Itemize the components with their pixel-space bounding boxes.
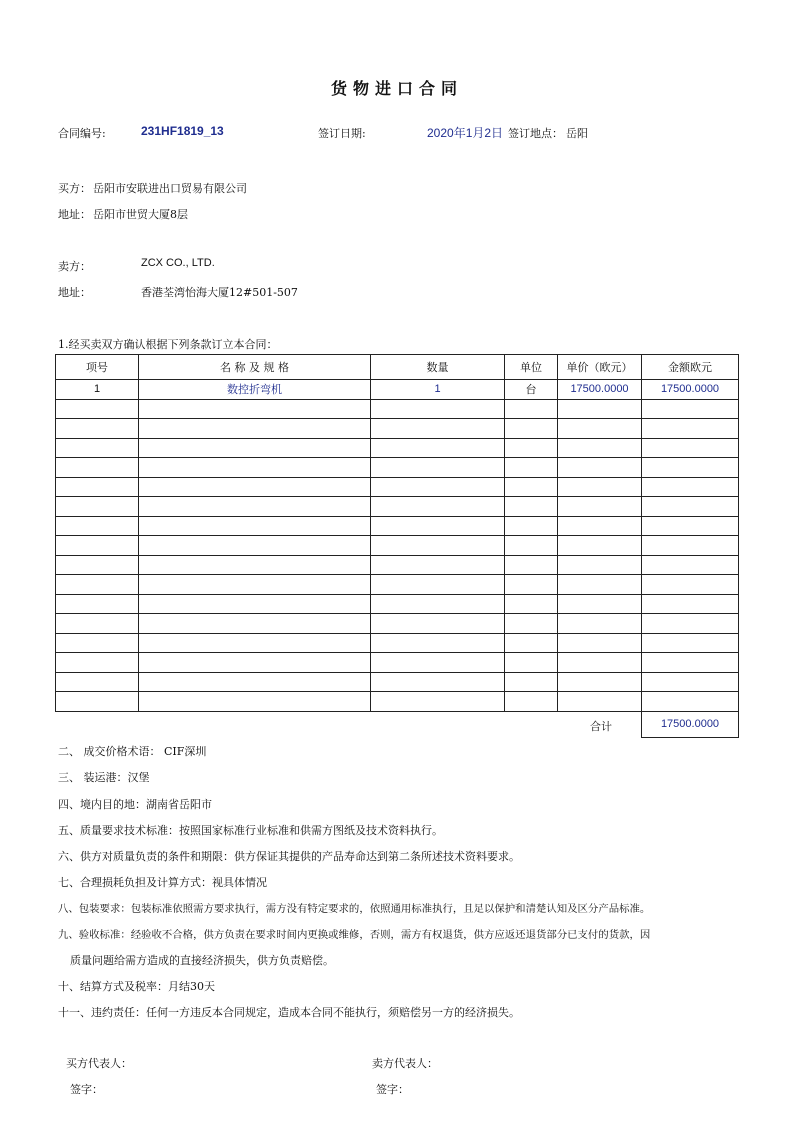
table-cell — [56, 672, 139, 692]
table-cell — [56, 555, 139, 575]
table-cell — [505, 633, 558, 653]
table-cell — [558, 633, 642, 653]
table-cell — [505, 575, 558, 595]
table-cell — [56, 594, 139, 614]
cell-price: 17500.0000 — [558, 380, 642, 400]
buyer-address: 岳阳市世贸大厦8层 — [93, 208, 188, 221]
table-cell — [139, 575, 371, 595]
table-cell — [642, 438, 739, 458]
table-cell — [56, 419, 139, 439]
table-cell — [371, 477, 505, 497]
seller-rep-label: 卖方代表人： — [372, 1057, 438, 1070]
cell-name: 数控折弯机 — [139, 380, 371, 400]
clause-3: 三、 装运港：汉堡 — [58, 771, 150, 784]
table-cell — [371, 536, 505, 556]
clause-5: 五、质量要求技术标准：按照国家标准行业标准和供需方图纸及技术资料执行。 — [58, 824, 443, 837]
clause-11: 十一、违约责任：任何一方违反本合同规定，造成本合同不能执行，须赔偿另一方的经济损失。 — [58, 1006, 520, 1019]
table-cell — [56, 614, 139, 634]
cell-unit: 台 — [505, 380, 558, 400]
cell-no: 1 — [56, 380, 139, 400]
intro-text: 1.经买卖双方确认根据下列条款订立本合同： — [58, 338, 278, 351]
table-cell — [371, 419, 505, 439]
table-cell — [642, 653, 739, 673]
table-cell — [558, 672, 642, 692]
table-cell — [371, 653, 505, 673]
buyer-label: 买方： — [58, 182, 91, 195]
buyer-name: 岳阳市安联进出口贸易有限公司 — [93, 182, 247, 195]
table-cell — [371, 594, 505, 614]
table-row — [56, 380, 739, 400]
table-cell — [56, 575, 139, 595]
clause-2: 二、 成交价格术语： CIF深圳 — [58, 745, 207, 758]
table-cell — [642, 594, 739, 614]
table-cell — [56, 497, 139, 517]
cell-qty: 1 — [371, 380, 505, 400]
table-cell — [371, 575, 505, 595]
table-cell — [139, 477, 371, 497]
table-cell — [642, 555, 739, 575]
table-cell — [371, 497, 505, 517]
table-cell — [139, 672, 371, 692]
table-cell — [642, 516, 739, 536]
table-cell — [56, 536, 139, 556]
clause-7: 七、合理损耗负担及计算方式：视具体情况 — [58, 876, 267, 889]
table-cell — [558, 555, 642, 575]
table-cell — [558, 399, 642, 419]
table-header-row — [56, 355, 739, 380]
table-cell — [371, 516, 505, 536]
table-row — [56, 497, 739, 517]
table-cell — [558, 692, 642, 712]
contract-no: 231HF1819_13 — [141, 124, 224, 138]
table-cell — [139, 399, 371, 419]
table-cell — [56, 399, 139, 419]
seller-name: ZCX CO., LTD. — [141, 257, 215, 269]
total-value: 17500.0000 — [641, 712, 739, 738]
table-cell — [505, 419, 558, 439]
table-cell — [139, 516, 371, 536]
sign-place: 岳阳 — [566, 127, 588, 140]
table-row — [56, 516, 739, 536]
table-cell — [642, 536, 739, 556]
contract-no-label: 合同编号: — [58, 127, 106, 140]
table-cell — [505, 536, 558, 556]
clause-8: 八、包装要求：包装标准依照需方要求执行，需方没有特定要求的，依照通用标准执行，且足以保护和清楚认知及区分产品标准。 — [58, 903, 651, 915]
table-cell — [139, 594, 371, 614]
buyer-address-label: 地址： — [58, 208, 91, 221]
table-row — [56, 614, 739, 634]
table-cell — [371, 555, 505, 575]
table-row — [56, 633, 739, 653]
clause-4: 四、境内目的地：湖南省岳阳市 — [58, 798, 212, 811]
items-table — [55, 354, 739, 712]
sign-date: 2020年1月2日 — [427, 126, 504, 140]
table-cell — [558, 419, 642, 439]
table-cell — [505, 614, 558, 634]
cell-amount: 17500.0000 — [642, 380, 739, 400]
total-label: 合计 — [590, 720, 612, 733]
table-cell — [505, 477, 558, 497]
table-row — [56, 438, 739, 458]
table-cell — [371, 692, 505, 712]
buyer-rep-label: 买方代表人： — [66, 1057, 132, 1070]
table-cell — [371, 633, 505, 653]
table-cell — [642, 497, 739, 517]
col-header-qty: 数量 — [371, 355, 505, 380]
table-cell — [139, 633, 371, 653]
table-cell — [505, 497, 558, 517]
table-row — [56, 672, 739, 692]
clause-9: 九、验收标准：经验收不合格，供方负责在要求时间内更换或维修，否则，需方有权退货，供方应返还退货部分已支付的货款，因 — [58, 929, 651, 941]
table-cell — [642, 477, 739, 497]
table-cell — [139, 653, 371, 673]
seller-label: 卖方： — [58, 260, 91, 273]
table-cell — [558, 575, 642, 595]
table-cell — [56, 653, 139, 673]
table-row — [56, 536, 739, 556]
table-row — [56, 653, 739, 673]
table-cell — [558, 458, 642, 478]
table-cell — [371, 672, 505, 692]
sign-place-label: 签订地点： — [508, 127, 563, 140]
table-cell — [371, 614, 505, 634]
table-cell — [505, 555, 558, 575]
table-cell — [642, 419, 739, 439]
table-cell — [558, 477, 642, 497]
col-header-amount: 金额欧元 — [642, 355, 739, 380]
table-cell — [642, 614, 739, 634]
table-cell — [56, 438, 139, 458]
table-cell — [642, 672, 739, 692]
sign-date-label: 签订日期: — [318, 127, 366, 140]
table-cell — [56, 516, 139, 536]
table-cell — [642, 399, 739, 419]
table-cell — [56, 477, 139, 497]
table-cell — [558, 516, 642, 536]
table-row — [56, 419, 739, 439]
table-cell — [642, 633, 739, 653]
table-cell — [505, 653, 558, 673]
table-row — [56, 594, 739, 614]
table-cell — [139, 555, 371, 575]
table-row — [56, 555, 739, 575]
col-header-unit: 单位 — [505, 355, 558, 380]
seller-address: 香港荃湾怡海大厦12#501-507 — [141, 286, 298, 299]
col-header-no: 项号 — [56, 355, 139, 380]
table-cell — [56, 692, 139, 712]
table-cell — [371, 438, 505, 458]
table-cell — [56, 633, 139, 653]
clause-6: 六、供方对质量负责的条件和期限：供方保证其提供的产品寿命达到第二条所述技术资料要求。 — [58, 850, 520, 863]
table-cell — [558, 614, 642, 634]
seller-sign-label: 签字： — [376, 1083, 409, 1096]
table-cell — [139, 419, 371, 439]
table-cell — [139, 458, 371, 478]
page-title: 货物进口合同 — [330, 79, 463, 98]
col-header-price: 单价（欧元） — [558, 355, 642, 380]
table-cell — [56, 458, 139, 478]
clause-9-cont: 质量问题给需方造成的直接经济损失，供方负责赔偿。 — [70, 954, 334, 967]
table-cell — [505, 516, 558, 536]
clause-10: 十、结算方式及税率：月结30天 — [58, 980, 215, 993]
buyer-sign-label: 签字： — [70, 1083, 103, 1096]
table-cell — [371, 458, 505, 478]
seller-address-label: 地址： — [58, 286, 91, 299]
table-cell — [558, 653, 642, 673]
table-cell — [139, 614, 371, 634]
table-row — [56, 458, 739, 478]
table-cell — [505, 399, 558, 419]
table-cell — [139, 438, 371, 458]
table-row — [56, 477, 739, 497]
table-row — [56, 692, 739, 712]
table-cell — [642, 575, 739, 595]
table-cell — [558, 536, 642, 556]
table-cell — [139, 536, 371, 556]
table-cell — [642, 458, 739, 478]
table-cell — [371, 399, 505, 419]
table-cell — [139, 692, 371, 712]
table-row — [56, 575, 739, 595]
table-cell — [642, 692, 739, 712]
table-cell — [558, 438, 642, 458]
table-row — [56, 399, 739, 419]
table-cell — [505, 692, 558, 712]
table-cell — [505, 672, 558, 692]
col-header-name: 名 称 及 规 格 — [139, 355, 371, 380]
table-cell — [505, 438, 558, 458]
table-cell — [505, 594, 558, 614]
table-cell — [139, 497, 371, 517]
table-cell — [558, 594, 642, 614]
table-cell — [505, 458, 558, 478]
table-cell — [558, 497, 642, 517]
